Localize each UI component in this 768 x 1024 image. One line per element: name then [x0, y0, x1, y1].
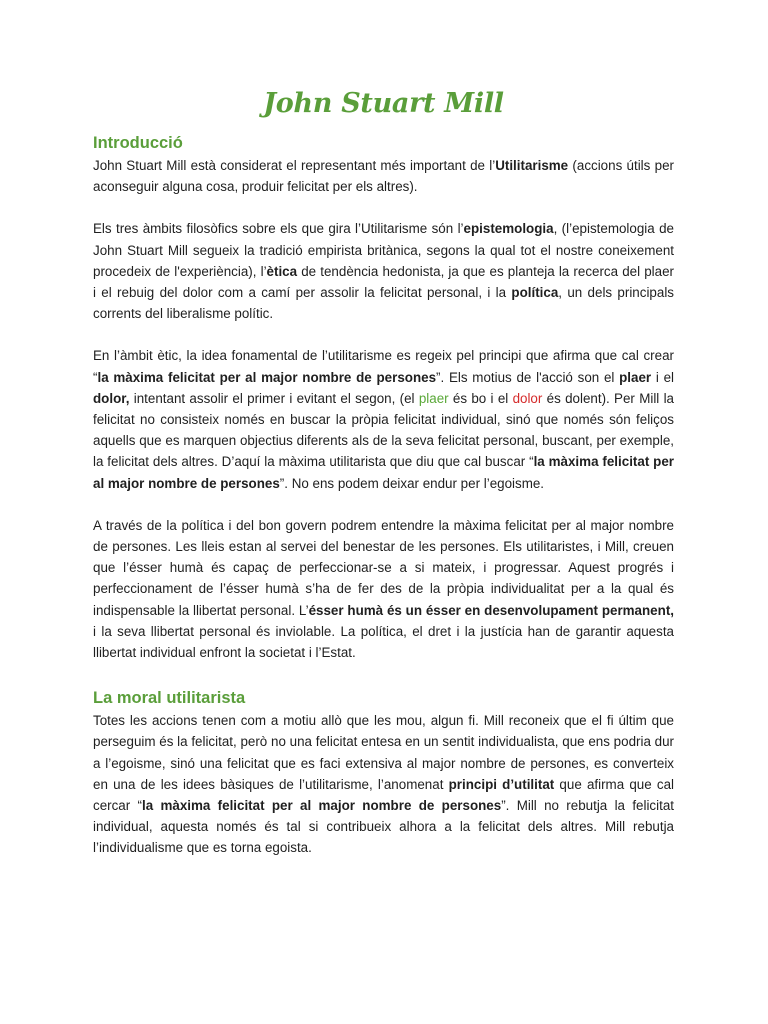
text-run: , (l’epistemologia de John Stuart Mill segueix la tradició empirista britànica, segons la qual tot el nostre coneixement procedeix de l'experiència), l’ [93, 221, 674, 279]
text-run: Totes les accions tenen com a motiu allò que les mou, algun fi. Mill reconeix que el fi últim que perseguim és la felicitat, però no una felicitat entesa en un sentit individualista, que ens podria dur a l’egoisme, sinó una felicitat que es faci extensiva al major nombre de persones, es converteix en una de les idees bàsiques de l’utilitarisme, l’anomenat [93, 713, 674, 792]
text-run: A través de la política i del bon govern podrem entendre la màxima felicitat per al major nombre de persones. Les lleis estan al servei del benestar de les persones. Els utilitaristes, i Mill, creuen que l’ésser humà és capaç de perfeccionar-se a si mateix, i progressar. Aquest progrés i perfeccionament de l’ésser humà s’ha de fer des de la pròpia individualitat per a la qual és indispensable la llibertat personal. L’ [93, 517, 674, 618]
section-heading-introduccio: Introducció [93, 134, 183, 152]
text-run: John Stuart Mill està considerat el representant més important de l’ [93, 158, 496, 173]
bold-term: la màxima felicitat per al major nombre de persones [97, 369, 437, 385]
text-run: , un dels principals corrents del liberalisme polític. [93, 285, 674, 322]
text-run: és bo i el [448, 390, 513, 406]
text-run: Els tres àmbits filosòfics sobre els que gira l’Utilitarisme són l’ [93, 221, 464, 237]
paragraph-intro-1 [93, 155, 674, 197]
bold-term: epistemologia [463, 221, 554, 237]
bold-term: la màxima felicitat per al major nombre de persones [93, 454, 675, 491]
text-run: i el [651, 369, 674, 385]
bold-term: Utilitarisme [495, 158, 569, 173]
paragraph-intro-3 [93, 345, 674, 493]
bold-term: ètica [266, 263, 298, 279]
text-run: ”. No ens podem deixar endur per l’egoisme. [279, 475, 545, 491]
paragraph-intro-4 [93, 515, 674, 663]
page-title: John Stuart Mill [263, 88, 504, 119]
section-heading-moral: La moral utilitarista [93, 689, 246, 708]
bold-term: ésser humà és un ésser en desenvolupament permanent, [308, 602, 674, 618]
text-run: ”. Mill no rebutja la felicitat individual, aquesta només és tal si contribueix alhora a la felicitat dels altres. Mill rebutja l’individualisme que es torna egoista. [93, 798, 674, 856]
bold-term: principi d’utilitat [448, 776, 555, 792]
document-page [93, 88, 674, 859]
text-run: intentant assolir el primer i evitant el segon, (el [129, 390, 419, 406]
text-run: que afirma que cal cercar “ [93, 776, 674, 814]
paragraph-moral-1 [93, 710, 674, 858]
bold-term: plaer [619, 369, 652, 385]
bold-term: dolor, [93, 390, 130, 406]
section-introduccio [93, 133, 674, 663]
text-run: (accions útils per aconseguir alguna cosa, produir felicitat per els altres). [93, 158, 674, 195]
bold-term: política [511, 285, 559, 301]
text-run: és dolent). Per Mill la felicitat no consisteix només en buscar la pròpia felicitat individual, sinó que només són feliços aquells que es marquen objectius diferents als de la seva felicitat personal, buscant, per exemple, la felicitat dels altres. D’aquí la màxima utilitarista que diu que cal buscar “ [93, 390, 674, 470]
text-run: i la seva llibertat personal és inviolable. La política, el dret i la justícia han de garantir aquesta llibertat individual enfront la societat i l’Estat. [93, 623, 674, 661]
paragraph-intro-2 [93, 218, 674, 324]
text-run: de tendència hedonista, ja que es planteja la recerca del plaer i el rebuig del dolor com a camí per assolir la felicitat personal, i la [93, 263, 674, 301]
text-run: ”. Els motius de l'acció son el [436, 369, 620, 385]
text-run: En l’àmbit ètic, la idea fonamental de l’utilitarisme es regeix pel principi que afirma que cal crear “ [93, 348, 674, 385]
dolor-highlight: dolor [512, 390, 543, 406]
plaer-highlight: plaer [418, 390, 449, 406]
bold-term: la màxima felicitat per al major nombre de persones [141, 798, 502, 814]
section-moral-utilitarista [93, 688, 674, 858]
